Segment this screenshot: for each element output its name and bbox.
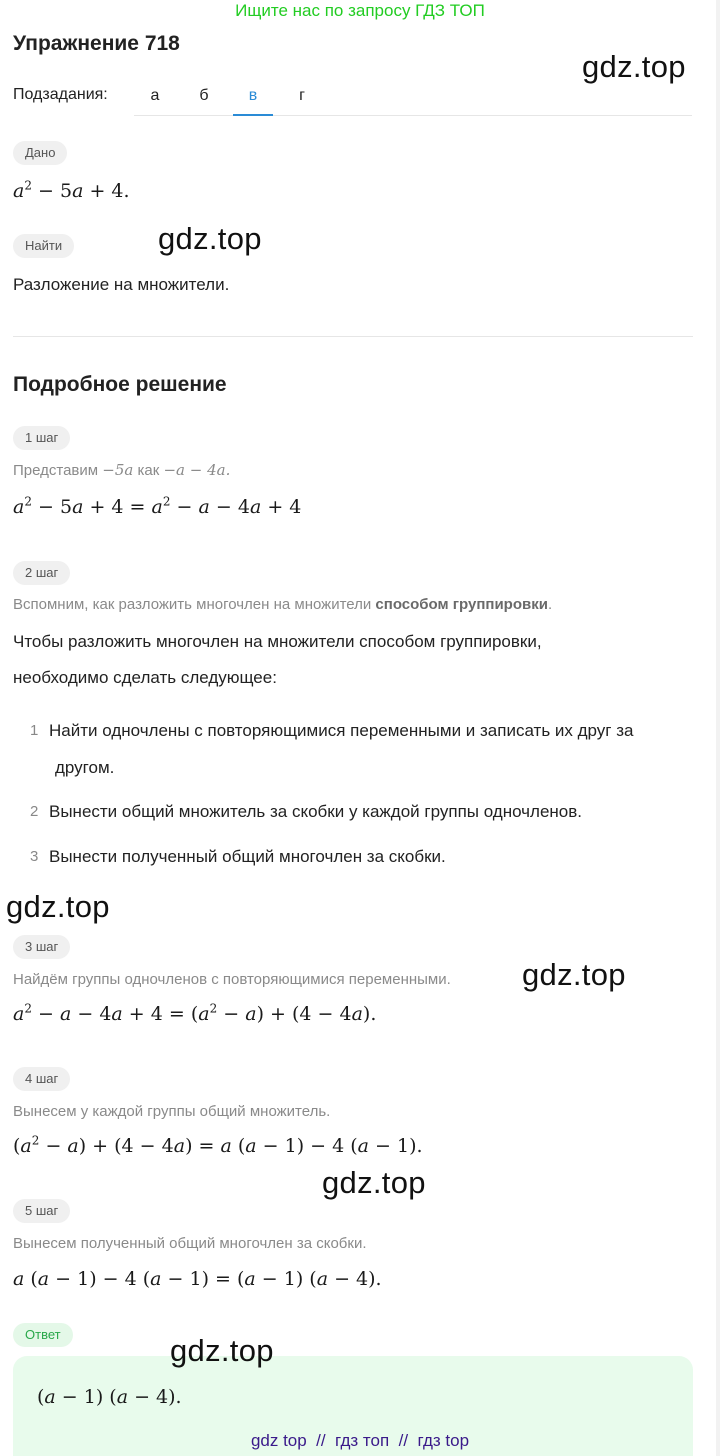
step-1-badge: 1 шаг: [13, 426, 70, 450]
list-item-1-line-1: Найти одночлены с повторяющимися переменными и записать их друг за: [49, 721, 634, 740]
step-4-badge: 4 шаг: [13, 1067, 70, 1091]
step-4-expression: $(a^2 - a) + (4 - 4a) = a$ (a − 1) − 4 (a − 1).: [13, 1133, 423, 1157]
given-badge: Дано: [13, 141, 67, 165]
solution-heading: Подробное решение: [13, 373, 227, 396]
find-badge: Найти: [13, 234, 74, 258]
list-item-1-line-2: другом.: [55, 758, 115, 777]
search-banner: Ищите нас по запросу ГДЗ ТОП: [235, 1, 485, 20]
step-2-hint-text: Вспомним, как разложить многочлен на множители: [13, 596, 372, 613]
step-1-hint-math-2: −a − 4a.: [163, 461, 231, 479]
step-1-hint: [13, 460, 230, 481]
page-title: Упражнение 718: [13, 32, 180, 55]
list-item-3-number: 3: [30, 848, 39, 865]
subtasks-label: Подзадания:: [13, 86, 108, 103]
watermark-3: gdz.top: [6, 889, 110, 924]
step-2-text-line-1: Чтобы разложить многочлен на множители способом группировки,: [13, 632, 542, 651]
watermark-6: gdz.top: [170, 1333, 274, 1368]
step-1-hint-mid: как: [137, 462, 160, 479]
answer-badge: Ответ: [13, 1323, 73, 1347]
step-5-badge: 5 шаг: [13, 1199, 70, 1223]
tab-v[interactable]: в: [233, 78, 273, 116]
step-3-hint: Найдём группы одночленов с повторяющимися переменными.: [13, 971, 451, 988]
step-2-hint-bold: способом группировки: [375, 596, 548, 613]
step-4-hint: Вынесем у каждой группы общий множитель.: [13, 1103, 331, 1120]
scrollbar-track[interactable]: [716, 0, 720, 1456]
bottom-links[interactable]: gdz top // гдз топ // гдз top: [250, 1431, 470, 1450]
list-item-1-number: 1: [30, 722, 39, 739]
step-2-hint: [13, 595, 552, 615]
step-1-expression: $a^2 - 5a + 4 = a^2 - a - 4a + 4$: [13, 494, 302, 518]
step-5-hint: Вынесем полученный общий многочлен за скобки.: [13, 1235, 367, 1252]
answer-expression: (a − 1) (a − 4).: [37, 1386, 182, 1408]
step-2-badge: 2 шаг: [13, 561, 70, 585]
list-item-2-line-1: Вынести общий множитель за скобки у каждой группы одночленов.: [49, 802, 583, 821]
list-item-2-number: 2: [30, 803, 39, 820]
list-item-3-line-1: Вынести полученный общий многочлен за скобки.: [49, 847, 446, 866]
tab-a[interactable]: а: [150, 87, 160, 104]
section-divider: [13, 336, 693, 337]
step-5-expression: a (a − 1) − 4 (a − 1) = (a − 1) (a − 4).: [13, 1268, 382, 1290]
step-2-hint-end: .: [547, 596, 553, 613]
step-3-expression: $a^2 - a - 4a + 4 = (a^2 - a) + (4 - 4a)$.: [13, 1001, 377, 1025]
watermark-2: gdz.top: [158, 221, 262, 256]
step-1-hint-prefix: Представим: [13, 462, 99, 479]
step-2-text-line-2: необходимо сделать следующее:: [13, 668, 277, 687]
step-3-badge: 3 шаг: [13, 935, 70, 959]
watermark-4: gdz.top: [522, 957, 626, 992]
watermark-1: gdz.top: [582, 49, 686, 84]
tab-b[interactable]: б: [199, 87, 209, 104]
tab-g[interactable]: г: [299, 87, 305, 104]
watermark-5: gdz.top: [322, 1165, 426, 1200]
given-expression: $a^2 - 5a + 4$.: [13, 178, 130, 202]
find-text: Разложение на множители.: [13, 275, 230, 294]
step-1-hint-math-1: −5a: [102, 461, 134, 479]
